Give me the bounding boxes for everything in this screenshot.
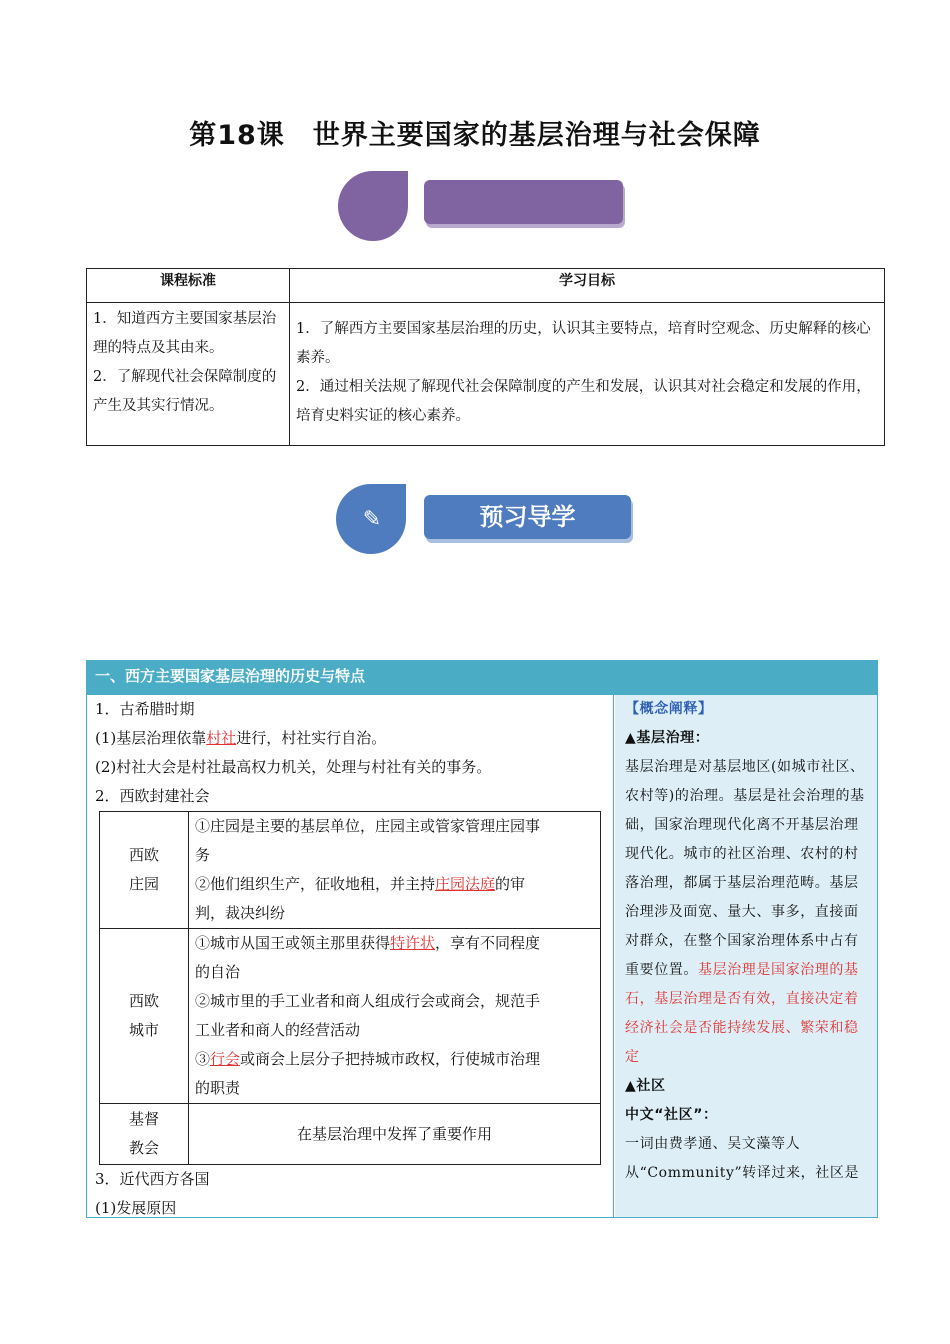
text-line [195, 870, 594, 899]
label: 教会 [128, 1139, 159, 1157]
manor-desc [189, 812, 601, 929]
text: ①城市从国王或领主那里获得 [195, 934, 391, 952]
text: 的审 [495, 875, 526, 893]
feudal-table [99, 811, 601, 1165]
concept-heading: ▲基层治理： [625, 730, 710, 746]
text-line: 2．西欧封建社会 [95, 787, 210, 805]
text-line [195, 1045, 594, 1074]
keyword: 特许状 [390, 934, 436, 952]
text: 或商会上层分子把持城市政权，行使城市治理 [240, 1050, 541, 1068]
label: 基督 [128, 1110, 159, 1128]
standard-item: 1．知道西方主要国家基层治理的特点及其由来。 [93, 311, 277, 356]
row-label-church [100, 1104, 189, 1165]
text-line: 的自治 [195, 963, 241, 981]
label: 城市 [128, 1021, 159, 1039]
page-title: 第18课 世界主要国家的基层治理与社会保障 [189, 120, 761, 151]
concept-tag: 【概念阐释】 [625, 701, 713, 717]
row-label-manor [100, 812, 189, 929]
text-line: 判，裁决纠纷 [195, 904, 286, 922]
city-desc [189, 929, 601, 1104]
text: ②他们组织生产，征收地租，并主持 [195, 875, 436, 893]
keyword: 庄园法庭 [435, 875, 496, 893]
text-line: (2)村社大会是村社最高权力机关，处理与村社有关的事务。 [95, 758, 492, 776]
concept-text [625, 753, 869, 1072]
concept-subheading: 中文“社区”： [625, 1107, 718, 1123]
standard-item: 2．了解现代社会保障制度的产生及其实行情况。 [93, 369, 277, 414]
concept-heading: ▲社区 [625, 1078, 666, 1094]
keyword: 村社 [206, 729, 237, 747]
text: 基层治理是对基层地区(如城市社区、农村等)的治理。基层是社会治理的基础，国家治理现代化离不开基层治理现代化。城市的社区治理、农村的村落治理，都属于基层治理范畴。基层治理涉及面宽、量大、事多，直接面对群众，在整个国家治理体系中占有重要位置。 [625, 759, 865, 978]
section-content [95, 695, 607, 1223]
text: ，享有不同程度 [435, 934, 541, 952]
church-desc: 在基层治理中发挥了重要作用 [189, 1104, 601, 1165]
goal-item: 1．了解西方主要国家基层治理的历史，认识其主要特点，培育时空观念、历史解释的核心素养。 [296, 321, 871, 366]
label: 西欧 [128, 846, 159, 864]
text-line: (1)发展原因 [95, 1199, 177, 1217]
course-standard-cell [87, 303, 290, 446]
concept-text: 一词由费孝通、吴文藻等人从“Community”转译过来，社区是 [625, 1136, 860, 1181]
banner-drop-shape [338, 171, 408, 241]
text-line: ①庄园是主要的基层单位，庄园主或管家管理庄园事 [195, 817, 541, 835]
text: 进行，村社实行自治。 [236, 729, 387, 747]
section-header [87, 661, 877, 695]
preview-label: 预习导学 [424, 495, 631, 539]
text-line: 工业者和商人的经营活动 [195, 1021, 361, 1039]
header-learning-goals: 学习目标 [290, 269, 885, 303]
column-divider [613, 661, 614, 1217]
header-course-standard: 课程标准 [87, 269, 290, 303]
text-line [195, 929, 594, 958]
learning-goals-cell [290, 303, 885, 446]
text-line [95, 724, 607, 753]
text-line: 3．近代西方各国 [95, 1170, 210, 1188]
text: (1)基层治理依靠 [95, 729, 207, 747]
standards-table [86, 268, 885, 446]
goal-item: 2．通过相关法规了解现代社会保障制度的产生和发展，认识其对社会稳定和发展的作用，培育史料实证的核心素养。 [296, 379, 871, 424]
label: 庄园 [128, 875, 159, 893]
text-line: ②城市里的手工业者和商人组成行会或商会，规范手 [195, 992, 541, 1010]
concept-panel [615, 695, 877, 1217]
text-line: 的职责 [195, 1079, 241, 1097]
highlight-text: 基层治理是国家治理的基石，基层治理是否有效，直接决定着经济社会是否能持续发展、繁荣和稳定 [625, 962, 859, 1065]
text: ③ [195, 1050, 211, 1068]
text-line: 务 [195, 846, 211, 864]
pencil-icon: ✎ [362, 507, 382, 532]
section-heading: 一、西方主要国家基层治理的历史与特点 [95, 667, 366, 685]
label: 西欧 [128, 992, 159, 1010]
row-label-city [100, 929, 189, 1104]
text-line: 1．古希腊时期 [95, 700, 195, 718]
banner-bar [424, 180, 623, 224]
section-box [86, 660, 878, 1218]
keyword: 行会 [210, 1050, 241, 1068]
